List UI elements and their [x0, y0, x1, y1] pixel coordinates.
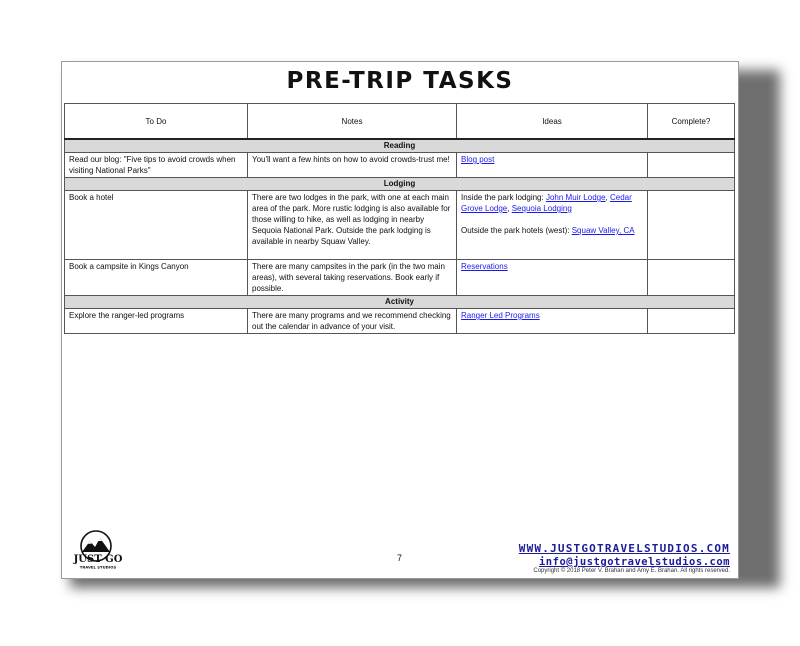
notes-cell: You'll want a few hints on how to avoid crowds-trust me! [248, 153, 457, 178]
separator: , [507, 204, 512, 213]
notes-cell: There are many programs and we recommend checking out the calendar in advance of your visit. [248, 309, 457, 334]
section-row-activity [65, 296, 735, 309]
john-muir-lodge-link[interactable]: John Muir Lodge [545, 193, 606, 202]
section-label-activity: Activity [65, 296, 735, 309]
todo-cell: Book a campsite in Kings Canyon [65, 260, 248, 296]
website-link[interactable]: WWW.JUSTGOTRAVELSTUDIOS.COM [518, 542, 730, 555]
spacer [461, 214, 643, 225]
complete-cell[interactable] [648, 191, 735, 260]
outside-lodging-line [461, 225, 643, 236]
page-title: PRE-TRIP TASKS [286, 68, 514, 94]
ranger-led-programs-link[interactable]: Ranger Led Programs [461, 311, 540, 320]
todo-cell: Book a hotel [65, 191, 248, 260]
outside-lodging-label: Outside the park hotels (west): [461, 226, 572, 235]
todo-cell: Read our blog: "Five tips to avoid crowds when visiting National Parks" [65, 153, 248, 178]
inside-lodging-label: Inside the park lodging: [461, 193, 546, 202]
cedar-grove-lodge-link[interactable]: Cedar Grove Lodge [461, 193, 632, 213]
inside-lodging-line [461, 192, 643, 214]
logo-subtext: TRAVEL STUDIOS [79, 564, 117, 570]
table-row [65, 153, 735, 178]
logo-text: JUST GO [73, 554, 123, 565]
email-link[interactable]: info@justgotravelstudios.com [538, 556, 730, 568]
ideas-cell [457, 260, 648, 296]
header-notes: Notes [248, 104, 457, 140]
sequoia-lodging-link[interactable]: Sequoia Lodging [511, 204, 572, 213]
complete-cell[interactable] [648, 309, 735, 334]
section-label-lodging: Lodging [65, 178, 735, 191]
todo-cell: Explore the ranger-led programs [65, 309, 248, 334]
page-number: 7 [397, 553, 403, 563]
table-header-row [65, 104, 735, 140]
section-row-lodging [65, 178, 735, 191]
notes-cell: There are many campsites in the park (in the two main areas), with several taking reservations. Book early if possible. [248, 260, 457, 296]
complete-cell[interactable] [648, 153, 735, 178]
copyright-text: Copyright © 2018 Peter V. Brahan and Amy E. Brahan. All rights reserved. [533, 568, 730, 574]
blog-post-link[interactable]: Blog post [461, 155, 495, 164]
notes-cell: There are two lodges in the park, with one at each main area of the park. More rustic lodging is also available for those willing to hike, as well as lodging in nearby Sequoia National Park. Outside the park lodging is available in nearby Squaw Valley. [248, 191, 457, 260]
squaw-valley-link[interactable]: Squaw Valley, CA [571, 226, 635, 235]
just-go-logo [66, 530, 130, 570]
ideas-cell [457, 153, 648, 178]
section-label-reading: Reading [65, 139, 735, 153]
ideas-cell [457, 309, 648, 334]
header-complete: Complete? [648, 104, 735, 140]
table-row [65, 260, 735, 296]
reservations-link[interactable]: Reservations [461, 262, 508, 271]
table-row [65, 191, 735, 260]
ideas-cell [457, 191, 648, 260]
separator: , [605, 193, 610, 202]
header-ideas: Ideas [457, 104, 648, 140]
complete-cell[interactable] [648, 260, 735, 296]
document-page [61, 61, 739, 579]
table-row [65, 309, 735, 334]
section-row-reading [65, 139, 735, 153]
tasks-table [64, 103, 735, 334]
header-todo: To Do [65, 104, 248, 140]
